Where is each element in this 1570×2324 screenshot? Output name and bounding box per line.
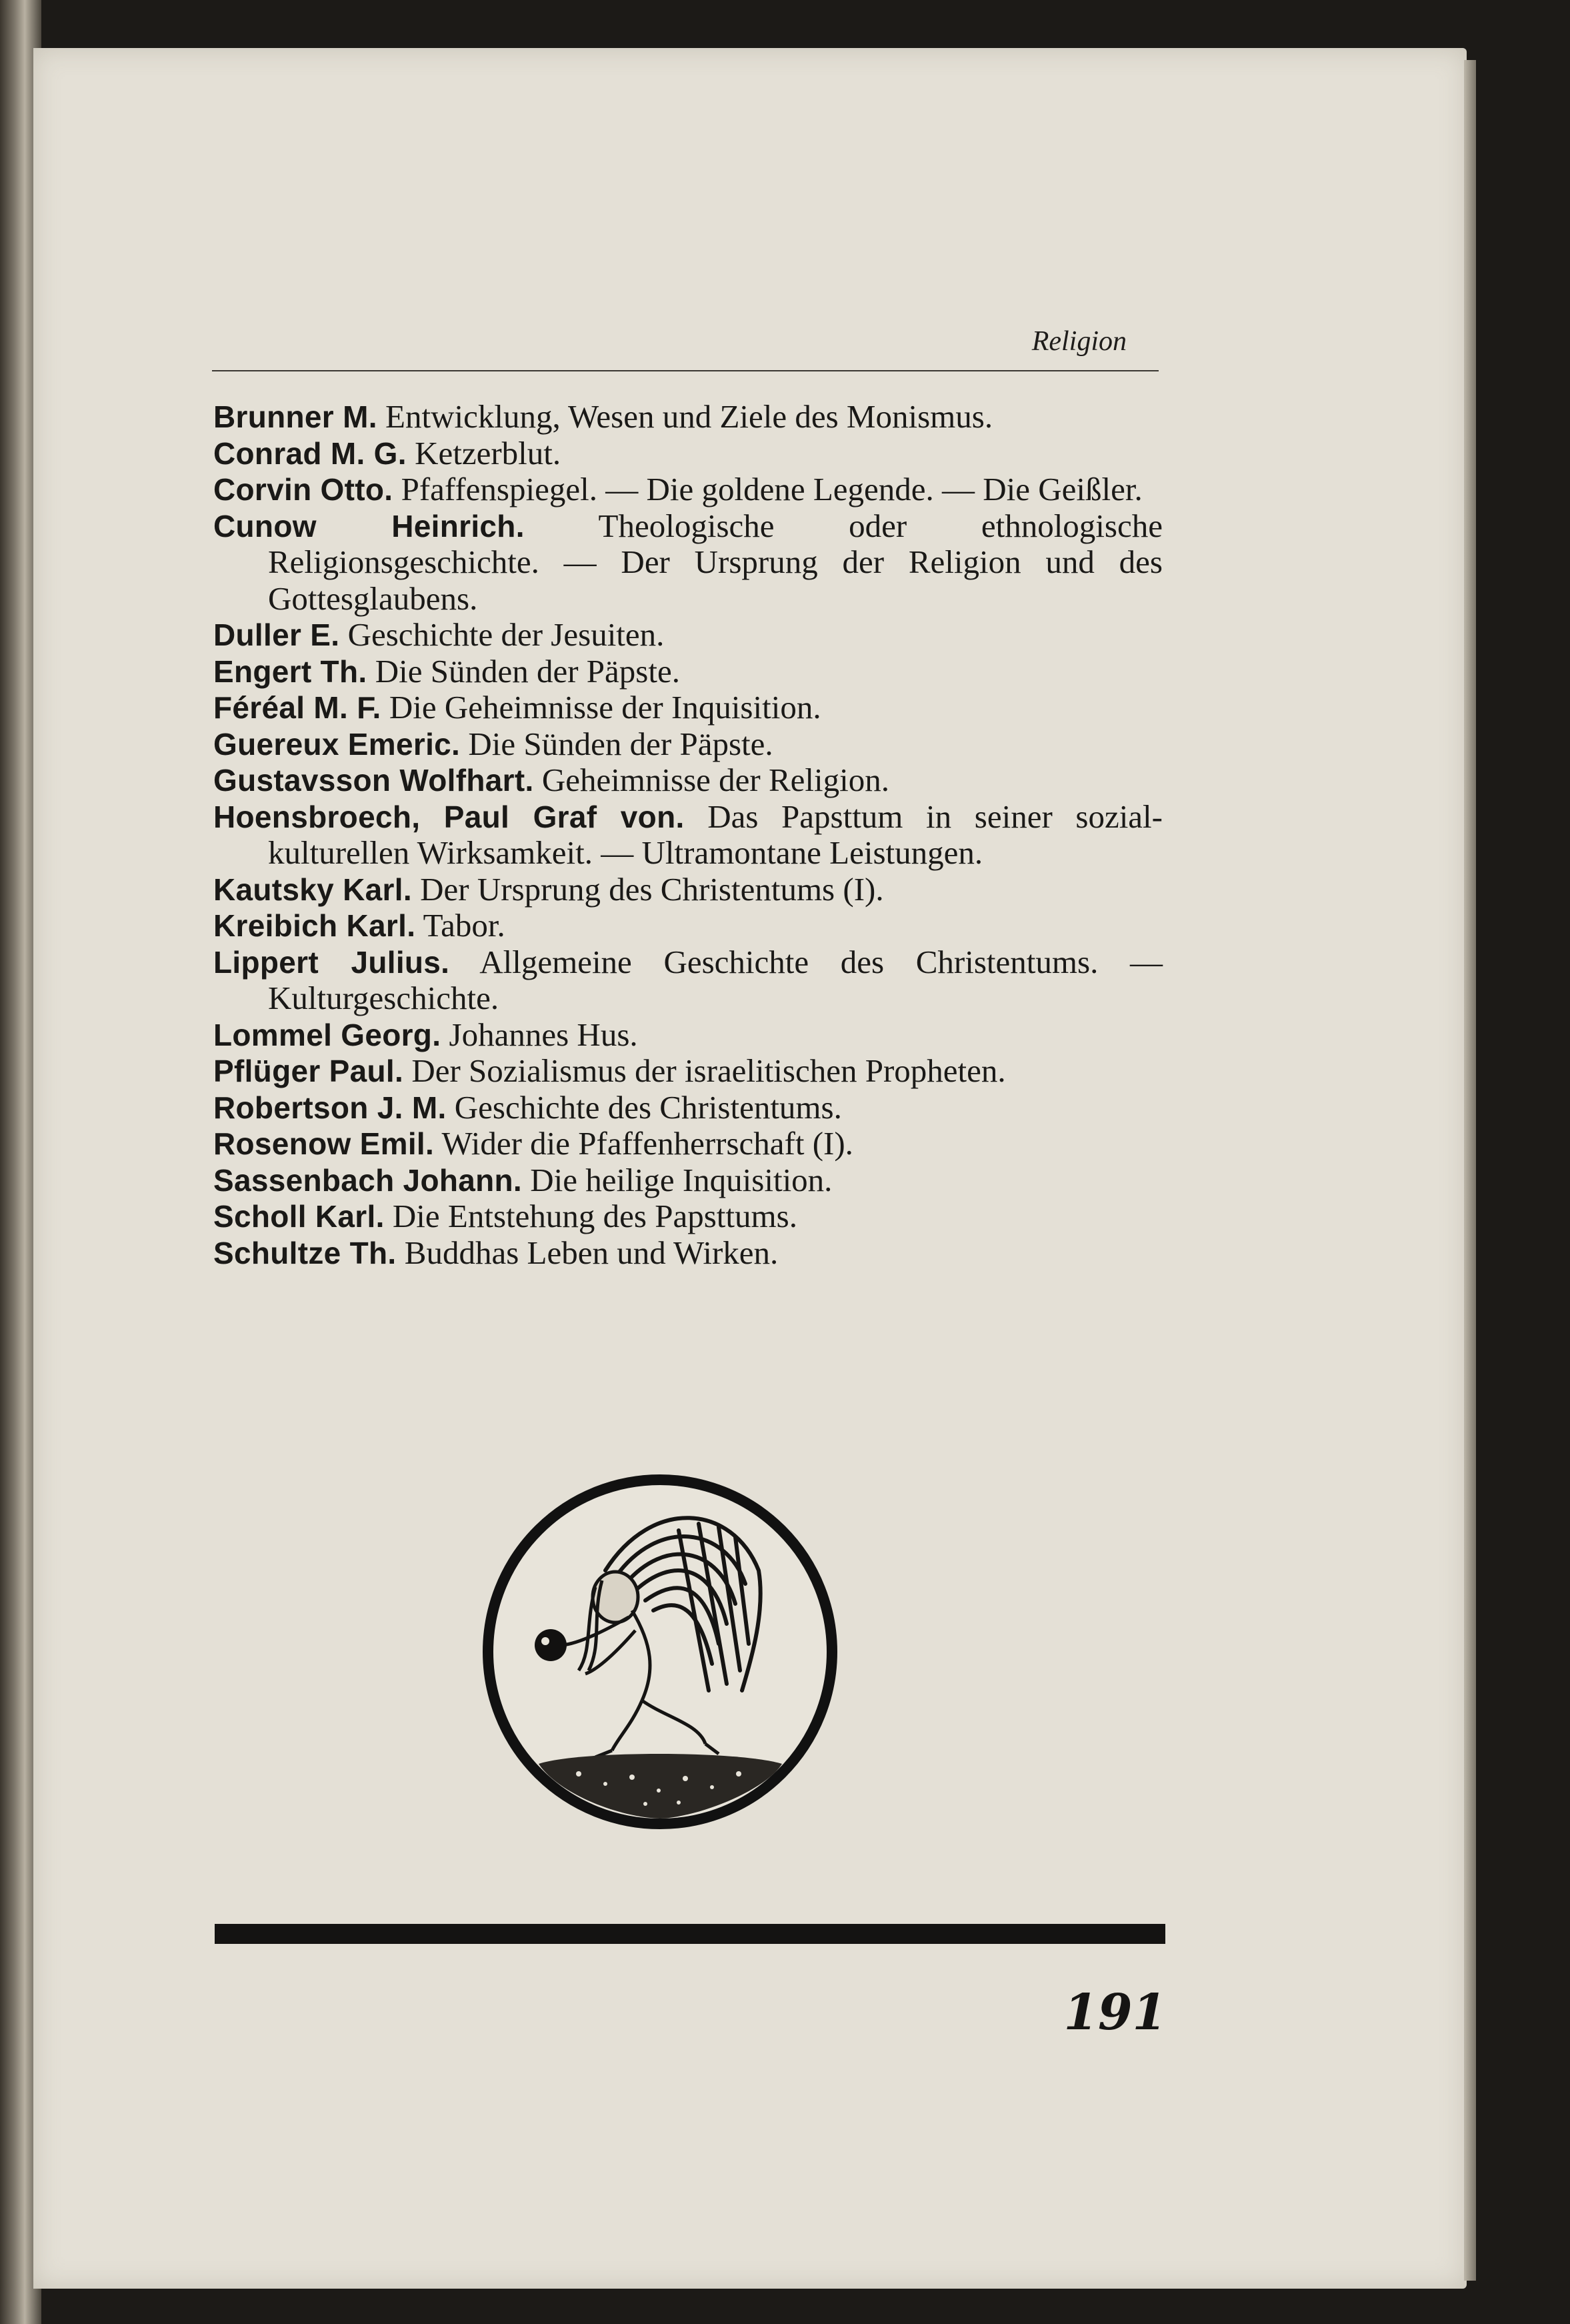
list-item: [213, 1053, 1163, 1090]
entry-titles: Die heilige Inquisition.: [530, 1161, 833, 1198]
list-item: [213, 799, 1163, 872]
list-item: [213, 690, 1163, 726]
entry-titles: Allgemeine Geschichte des Christentums. — Kulturgeschichte.: [268, 943, 1163, 1016]
entry-author: Lippert Julius.: [213, 944, 450, 980]
entry-author: Sassenbach Johann.: [213, 1162, 522, 1198]
entry-titles: Der Sozialismus der israelitischen Propheten.: [411, 1052, 1006, 1089]
page-edge: [1464, 60, 1476, 2281]
entry-titles: Buddhas Leben und Wirken.: [404, 1234, 779, 1271]
orb-shape: [535, 1629, 567, 1661]
entry-titles: Geschichte der Jesuiten.: [347, 616, 665, 653]
entry-titles: Geheimnisse der Religion.: [541, 762, 890, 798]
list-item: [213, 654, 1163, 690]
entry-author: Féréal M. F.: [213, 690, 381, 725]
entry-author: Schultze Th.: [213, 1235, 397, 1270]
entry-author: Conrad M. G.: [213, 435, 407, 471]
entry-author: Cunow Heinrich.: [213, 508, 525, 543]
winged-figure-emblem: [479, 1470, 842, 1834]
entry-author: Kautsky Karl.: [213, 872, 412, 907]
entry-author: Hoensbroech, Paul Graf von.: [213, 799, 685, 834]
ground-mound: [539, 1754, 782, 1819]
entry-titles: Ketzerblut.: [415, 434, 561, 471]
entry-titles: Theologische oder ethnologische Religionsgeschichte. — Der Ursprung der Religion und des Gottesglaubens.: [268, 507, 1163, 617]
entry-titles: Geschichte des Christentums.: [454, 1088, 842, 1126]
entry-author: Scholl Karl.: [213, 1199, 385, 1234]
list-item: [213, 617, 1163, 654]
entry-titles: Das Papsttum in seiner sozial-kulturellen Wirksamkeit. — Ultramontane Leistungen.: [268, 798, 1163, 871]
entry-titles: Die Geheimnisse der Inquisition.: [389, 689, 821, 726]
list-item: [213, 1235, 1163, 1272]
list-item: [213, 399, 1163, 435]
entry-author: Kreibich Karl.: [213, 908, 416, 943]
list-item: [213, 872, 1163, 908]
entry-titles: Die Entstehung des Papsttums.: [392, 1198, 797, 1234]
entry-author: Corvin Otto.: [213, 472, 393, 507]
list-item: [213, 1162, 1163, 1199]
list-item: [213, 1198, 1163, 1235]
entry-author: Brunner M.: [213, 399, 377, 434]
entry-titles: Die Sünden der Päpste.: [375, 652, 680, 690]
entry-titles: Die Sünden der Päpste.: [468, 725, 773, 762]
list-item: [213, 726, 1163, 763]
list-item: [213, 1090, 1163, 1126]
bibliography-list: [213, 399, 1163, 1271]
entry-titles: Wider die Pfaffenherrschaft (I).: [441, 1125, 853, 1162]
list-item: [213, 1126, 1163, 1162]
entry-author: Duller E.: [213, 618, 340, 652]
entry-titles: Entwicklung, Wesen und Ziele des Monismus.: [385, 398, 993, 435]
running-head: Religion: [1031, 326, 1127, 357]
list-item: [213, 944, 1163, 1017]
entry-titles: Der Ursprung des Christentums (I).: [420, 870, 884, 908]
entry-author: Engert Th.: [213, 654, 367, 689]
list-item: [213, 908, 1163, 944]
entry-titles: Pfaffenspiegel. — Die goldene Legende. — Die Geißler.: [401, 471, 1143, 507]
entry-author: Guereux Emeric.: [213, 726, 461, 762]
list-item: [213, 471, 1163, 508]
list-item: [213, 508, 1163, 618]
list-item: [213, 762, 1163, 799]
entry-author: Rosenow Emil.: [213, 1126, 435, 1161]
list-item: [213, 1017, 1163, 1054]
list-item: [213, 435, 1163, 472]
entry-author: Lommel Georg.: [213, 1017, 441, 1052]
header-rule: [212, 370, 1159, 371]
entry-titles: Johannes Hus.: [449, 1016, 638, 1053]
entry-author: Robertson J. M.: [213, 1090, 447, 1125]
entry-titles: Tabor.: [423, 907, 505, 944]
orb-highlight: [541, 1637, 549, 1645]
bottom-rule: [215, 1924, 1165, 1944]
entry-author: Gustavsson Wolfhart.: [213, 763, 534, 798]
entry-author: Pflüger Paul.: [213, 1054, 404, 1088]
page-number: 191: [1063, 1984, 1167, 2041]
